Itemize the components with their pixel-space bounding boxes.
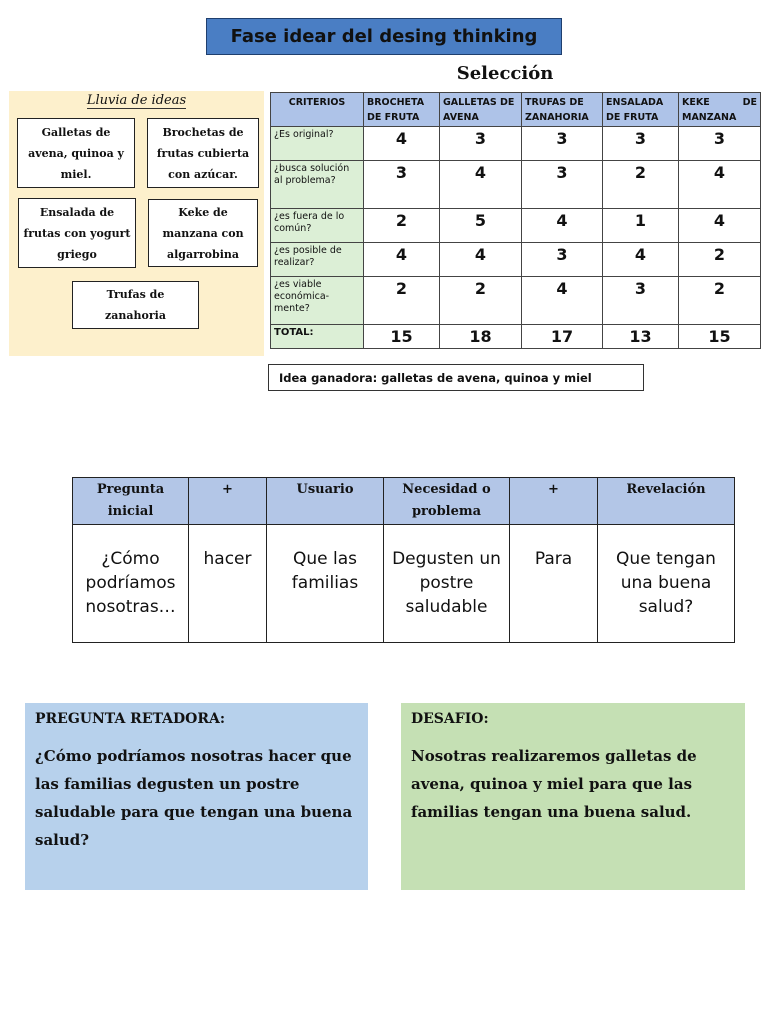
- table-row: [271, 161, 761, 209]
- score-cell: 3: [679, 127, 761, 161]
- brainstorm-panel: [9, 91, 264, 356]
- idea-card: [18, 198, 136, 268]
- option-header: GALLETAS DE AVENA: [440, 93, 522, 127]
- score-cell: 4: [522, 209, 603, 243]
- challenge-question-heading: PREGUNTA RETADORA:: [35, 711, 226, 727]
- score-cell: 3: [603, 127, 679, 161]
- question-cell: Degusten un postre saludable: [384, 525, 510, 643]
- question-cell: ¿Cómo podríamos nosotras…: [73, 525, 189, 643]
- option-header: KEKE DE MANZANA: [679, 93, 761, 127]
- score-cell: 2: [364, 277, 440, 325]
- score-cell: 4: [522, 277, 603, 325]
- score-cell: 4: [440, 243, 522, 277]
- total-cell: 15: [679, 325, 761, 349]
- score-cell: 4: [679, 161, 761, 209]
- score-cell: 3: [603, 277, 679, 325]
- score-cell: 2: [364, 209, 440, 243]
- question-header: +: [189, 478, 267, 525]
- question-table: [72, 477, 735, 643]
- score-cell: 2: [440, 277, 522, 325]
- score-cell: 4: [603, 243, 679, 277]
- idea-card: [72, 281, 199, 329]
- option-header: ENSALADA DE FRUTA: [603, 93, 679, 127]
- criterion-cell: ¿es viable económica-mente?: [271, 277, 364, 325]
- challenge-box: [401, 703, 745, 890]
- score-cell: 4: [364, 127, 440, 161]
- question-cell: Que tengan una buena salud?: [598, 525, 735, 643]
- total-cell: 13: [603, 325, 679, 349]
- idea-card: [148, 199, 258, 267]
- score-cell: 4: [364, 243, 440, 277]
- question-header: +: [510, 478, 598, 525]
- score-cell: 4: [440, 161, 522, 209]
- score-cell: 1: [603, 209, 679, 243]
- winning-idea-box: Idea ganadora: galletas de avena, quinoa y miel: [268, 364, 644, 391]
- score-cell: 5: [440, 209, 522, 243]
- idea-card: [147, 118, 259, 188]
- table-row: [271, 243, 761, 277]
- question-header-row: [73, 478, 735, 525]
- challenge-question-text: ¿Cómo podríamos nosotras hacer que las familias degusten un postre saludable para que tengan una buena salud?: [35, 747, 353, 849]
- question-cell: hacer: [189, 525, 267, 643]
- total-cell: 18: [440, 325, 522, 349]
- question-cell: Que las familias: [267, 525, 384, 643]
- total-cell: 15: [364, 325, 440, 349]
- selection-table: [270, 92, 761, 349]
- criterion-cell: ¿es fuera de lo común?: [271, 209, 364, 243]
- score-cell: 3: [522, 161, 603, 209]
- challenge-heading: DESAFIO:: [411, 711, 489, 727]
- table-header-row: [271, 93, 761, 127]
- idea-card-text: Ensalada de frutas con yogurt griego: [23, 205, 131, 261]
- idea-card-text: Keke de manzana con algarrobina: [162, 205, 244, 261]
- page-title: Fase idear del desing thinking: [206, 18, 562, 55]
- criterion-cell: ¿es posible de realizar?: [271, 243, 364, 277]
- challenge-question-box: [25, 703, 368, 890]
- total-row: [271, 325, 761, 349]
- score-cell: 3: [440, 127, 522, 161]
- table-row: [271, 277, 761, 325]
- score-cell: 2: [679, 243, 761, 277]
- criterion-cell: ¿busca solución al problema?: [271, 161, 364, 209]
- total-cell: 17: [522, 325, 603, 349]
- selection-heading: Selección: [456, 63, 554, 84]
- score-cell: 4: [679, 209, 761, 243]
- criteria-header: CRITERIOS: [271, 93, 364, 127]
- score-cell: 2: [603, 161, 679, 209]
- score-cell: 3: [522, 243, 603, 277]
- score-cell: 3: [364, 161, 440, 209]
- total-label: TOTAL:: [271, 325, 364, 349]
- idea-card: [17, 118, 135, 188]
- brainstorm-title-text: Lluvia de ideas: [86, 93, 187, 108]
- score-cell: 3: [522, 127, 603, 161]
- question-row: [73, 525, 735, 643]
- question-header: Pregunta inicial: [73, 478, 189, 525]
- option-header: BROCHETA DE FRUTA: [364, 93, 440, 127]
- question-header: Revelación: [598, 478, 735, 525]
- brainstorm-title: [9, 93, 264, 108]
- table-row: [271, 209, 761, 243]
- question-cell: Para: [510, 525, 598, 643]
- idea-card-text: Brochetas de frutas cubierta con azúcar.: [156, 125, 250, 181]
- idea-card-text: Galletas de avena, quinoa y miel.: [28, 125, 124, 181]
- option-header: TRUFAS DE ZANAHORIA: [522, 93, 603, 127]
- question-header: Necesidad o problema: [384, 478, 510, 525]
- score-cell: 2: [679, 277, 761, 325]
- idea-card-text: Trufas de zanahoria: [105, 288, 166, 322]
- question-header: Usuario: [267, 478, 384, 525]
- challenge-text: Nosotras realizaremos galletas de avena, quinoa y miel para que las familias tengan una buena salud.: [411, 747, 697, 821]
- table-row: [271, 127, 761, 161]
- criterion-cell: ¿Es original?: [271, 127, 364, 161]
